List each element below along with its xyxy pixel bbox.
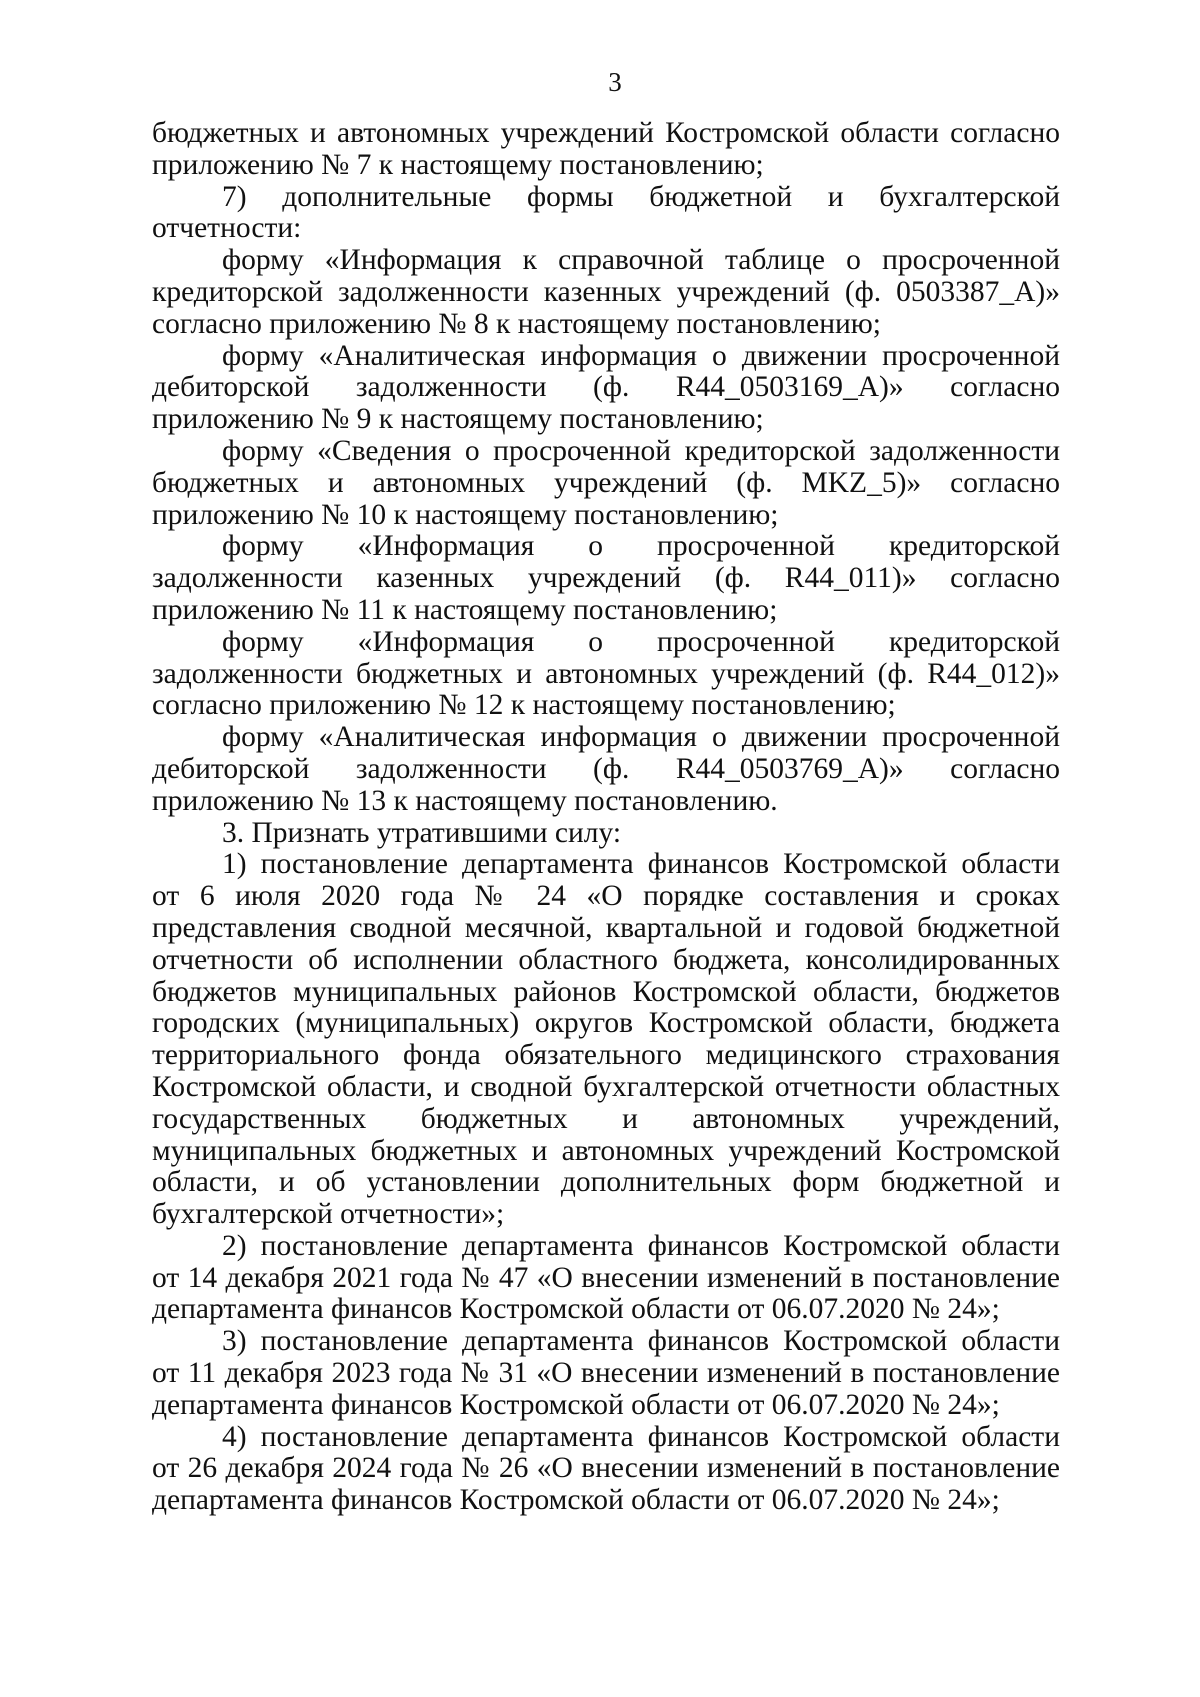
paragraph-form-0503769: форму «Аналитическая информация о движении просроченной дебиторской задолженности (ф. R44_0503769_А)» согласно приложению № 13 к настоящему постановлению.	[152, 721, 1060, 817]
paragraph-form-r44-011: форму «Информация о просроченной кредиторской задолженности казенных учреждений (ф. R44_011)» согласно приложению № 11 к настоящему постановлению;	[152, 530, 1060, 626]
page-number: 3	[608, 67, 622, 97]
paragraph-continuation-appendix-7: бюджетных и автономных учреждений Костромской области согласно приложению № 7 к настоящему постановлению;	[152, 117, 1060, 181]
paragraph-form-r44-012: форму «Информация о просроченной кредиторской задолженности бюджетных и автономных учреждений (ф. R44_012)» согласно приложению № 12 к настоящему постановлению;	[152, 625, 1060, 722]
paragraph-repeal-2: 2) постановление департамента финансов Костромской области от 14 декабря 2021 года № 47 «О внесении изменений в постановление департамента финансов Костромской области от 06.07.2020 № 24»;	[152, 1229, 1060, 1326]
paragraph-repeal-4: 4) постановление департамента финансов Костромской области от 26 декабря 2024 года № 26 «О внесении изменений в постановление департамента финансов Костромской области от 06.07.2020 № 24»;	[152, 1420, 1060, 1517]
paragraph-repeal-3: 3) постановление департамента финансов Костромской области от 11 декабря 2023 года № 31 «О внесении изменений в постановление департамента финансов Костромской области от 06.07.2020 № 24»;	[152, 1325, 1060, 1421]
paragraph-form-0503387: форму «Информация к справочной таблице о просроченной кредиторской задолженности казенных учреждений (ф. 0503387_А)» согласно приложению № 8 к настоящему постановлению;	[152, 244, 1060, 340]
paragraph-form-0503169: форму «Аналитическая информация о движении просроченной дебиторской задолженности (ф. R44_0503169_А)» согласно приложению № 9 к настоящему постановлению;	[152, 339, 1060, 436]
document-body	[152, 118, 1060, 1517]
paragraph-repeal-1: 1) постановление департамента финансов Костромской области от 6 июля 2020 года № 24 «О порядке составления и сроках представления сводной месячной, квартальной и годовой бюджетной отчетности об исполнении областного бюджета, консолидированных бюджетов муниципальных районов Костромской области, бюджетов городских (муниципальных) округов Костромской области, бюджета территориального фонда обязательного медицинского страхования Костромской области, и сводной бухгалтерской отчетности областных государственных бюджетных и автономных учреждений, муниципальных бюджетных и автономных учреждений Костромской области, и об установлении дополнительных форм бюджетной и бухгалтерской отчетности»;	[152, 848, 1060, 1231]
paragraph-form-mkz5: форму «Сведения о просроченной кредиторской задолженности бюджетных и автономных учреждений (ф. MKZ_5)» согласно приложению № 10 к настоящему постановлению;	[152, 434, 1060, 531]
paragraph-item-7-additional-forms: 7) дополнительные формы бюджетной и бухгалтерской отчетности:	[152, 180, 1060, 245]
paragraph-section-3-heading: 3. Признать утратившими силу:	[222, 816, 622, 849]
